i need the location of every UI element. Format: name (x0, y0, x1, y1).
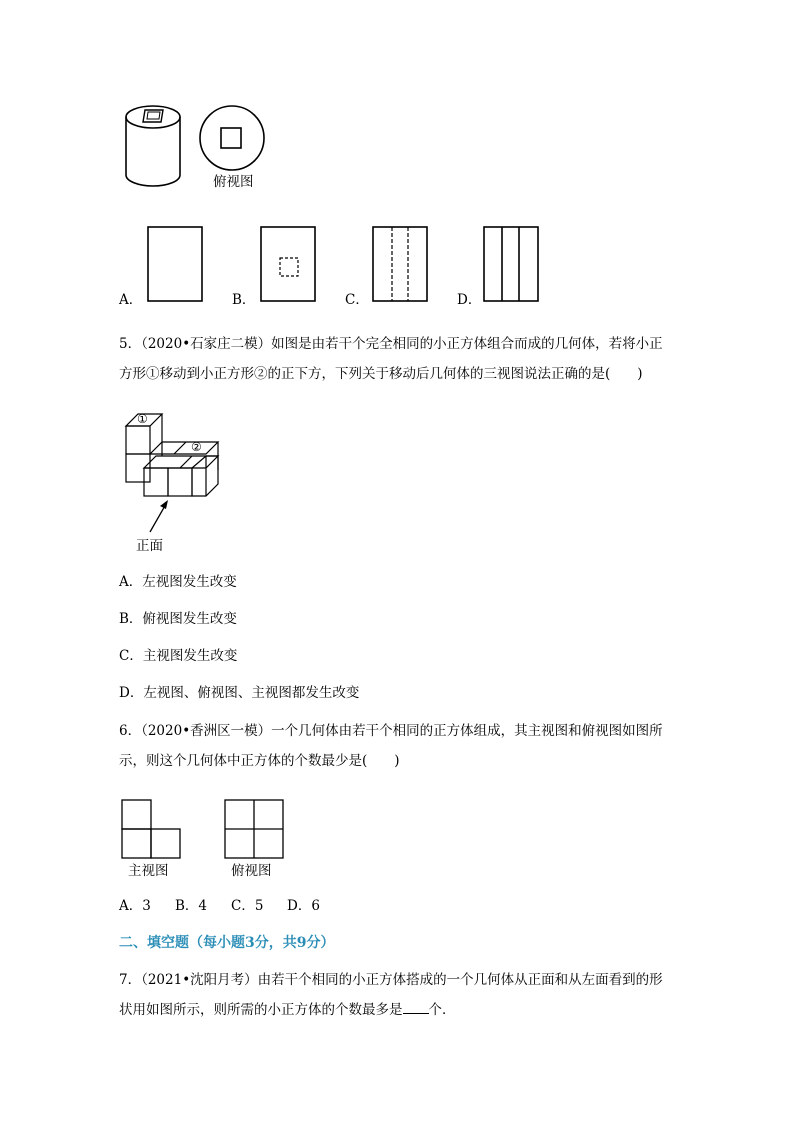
front-view-label: 主视图 (128, 863, 169, 879)
q7-stem-line1: 7．（2021•沈阳月考）由若干个相同的小正方体搭成的一个几何体从正面和从左面看到的形 (119, 972, 663, 988)
q7-stem-line2-a: 状用如图所示，则所需的小正方体的个数最多是 (119, 1002, 403, 1018)
q5-choice-d: D．左视图、俯视图、主视图都发生改变 (119, 685, 360, 701)
q5-choice-a: A．左视图发生改变 (119, 574, 237, 590)
q7-stem-line2 (119, 999, 456, 1020)
section-heading: 二、填空题（每小题3分，共9分） (119, 935, 335, 951)
mark-2: ② (191, 440, 202, 454)
q6-stem-line1: 6．（2020•香洲区一模）一个几何体由若干个相同的正方体组成，其主视图和俯视图如图所 (119, 723, 663, 739)
q6-stem-line2: 示，则这个几何体中正方体的个数最少是( ) (119, 753, 400, 769)
q6-choice-a: A．3 (119, 898, 151, 914)
option-d-label: D． (457, 292, 482, 308)
q6-choice-b: B．4 (175, 898, 208, 914)
q6-choice-d: D．6 (287, 898, 320, 914)
top-view-grid-label: 俯视图 (231, 863, 272, 879)
top-view-grid-figure (224, 799, 286, 861)
option-c-label: C． (345, 292, 369, 308)
q5-stem-line1: 5．（2020•石家庄二模）如图是由若干个完全相同的小正方体组合而成的几何体，若将小正 (119, 336, 663, 352)
q5-stem-line2: 方形①移动到小正方形②的正下方，下列关于移动后几何体的三视图说法正确的是( ) (119, 366, 643, 382)
top-view-label: 俯视图 (213, 174, 254, 190)
q5-choice-b: B．俯视图发生改变 (119, 611, 237, 627)
option-c-figure (372, 226, 428, 302)
top-view-circle-figure (198, 104, 268, 174)
front-view-grid-figure (121, 799, 183, 861)
cylinder-figure (118, 100, 188, 190)
option-d-figure (483, 226, 539, 302)
option-a-label: A． (119, 292, 143, 308)
answer-blank[interactable] (403, 999, 429, 1014)
option-b-figure (260, 226, 316, 302)
q5-choice-c: C．主视图发生改变 (119, 648, 238, 664)
cube-stack-figure (124, 412, 224, 522)
q6-choice-c: C．5 (231, 898, 264, 914)
q7-stem-line2-b: 个． (428, 1002, 456, 1018)
front-face-label: 正面 (136, 538, 163, 554)
option-a-figure (147, 226, 203, 302)
mark-1: ① (137, 412, 148, 426)
option-b-label: B． (232, 292, 256, 308)
